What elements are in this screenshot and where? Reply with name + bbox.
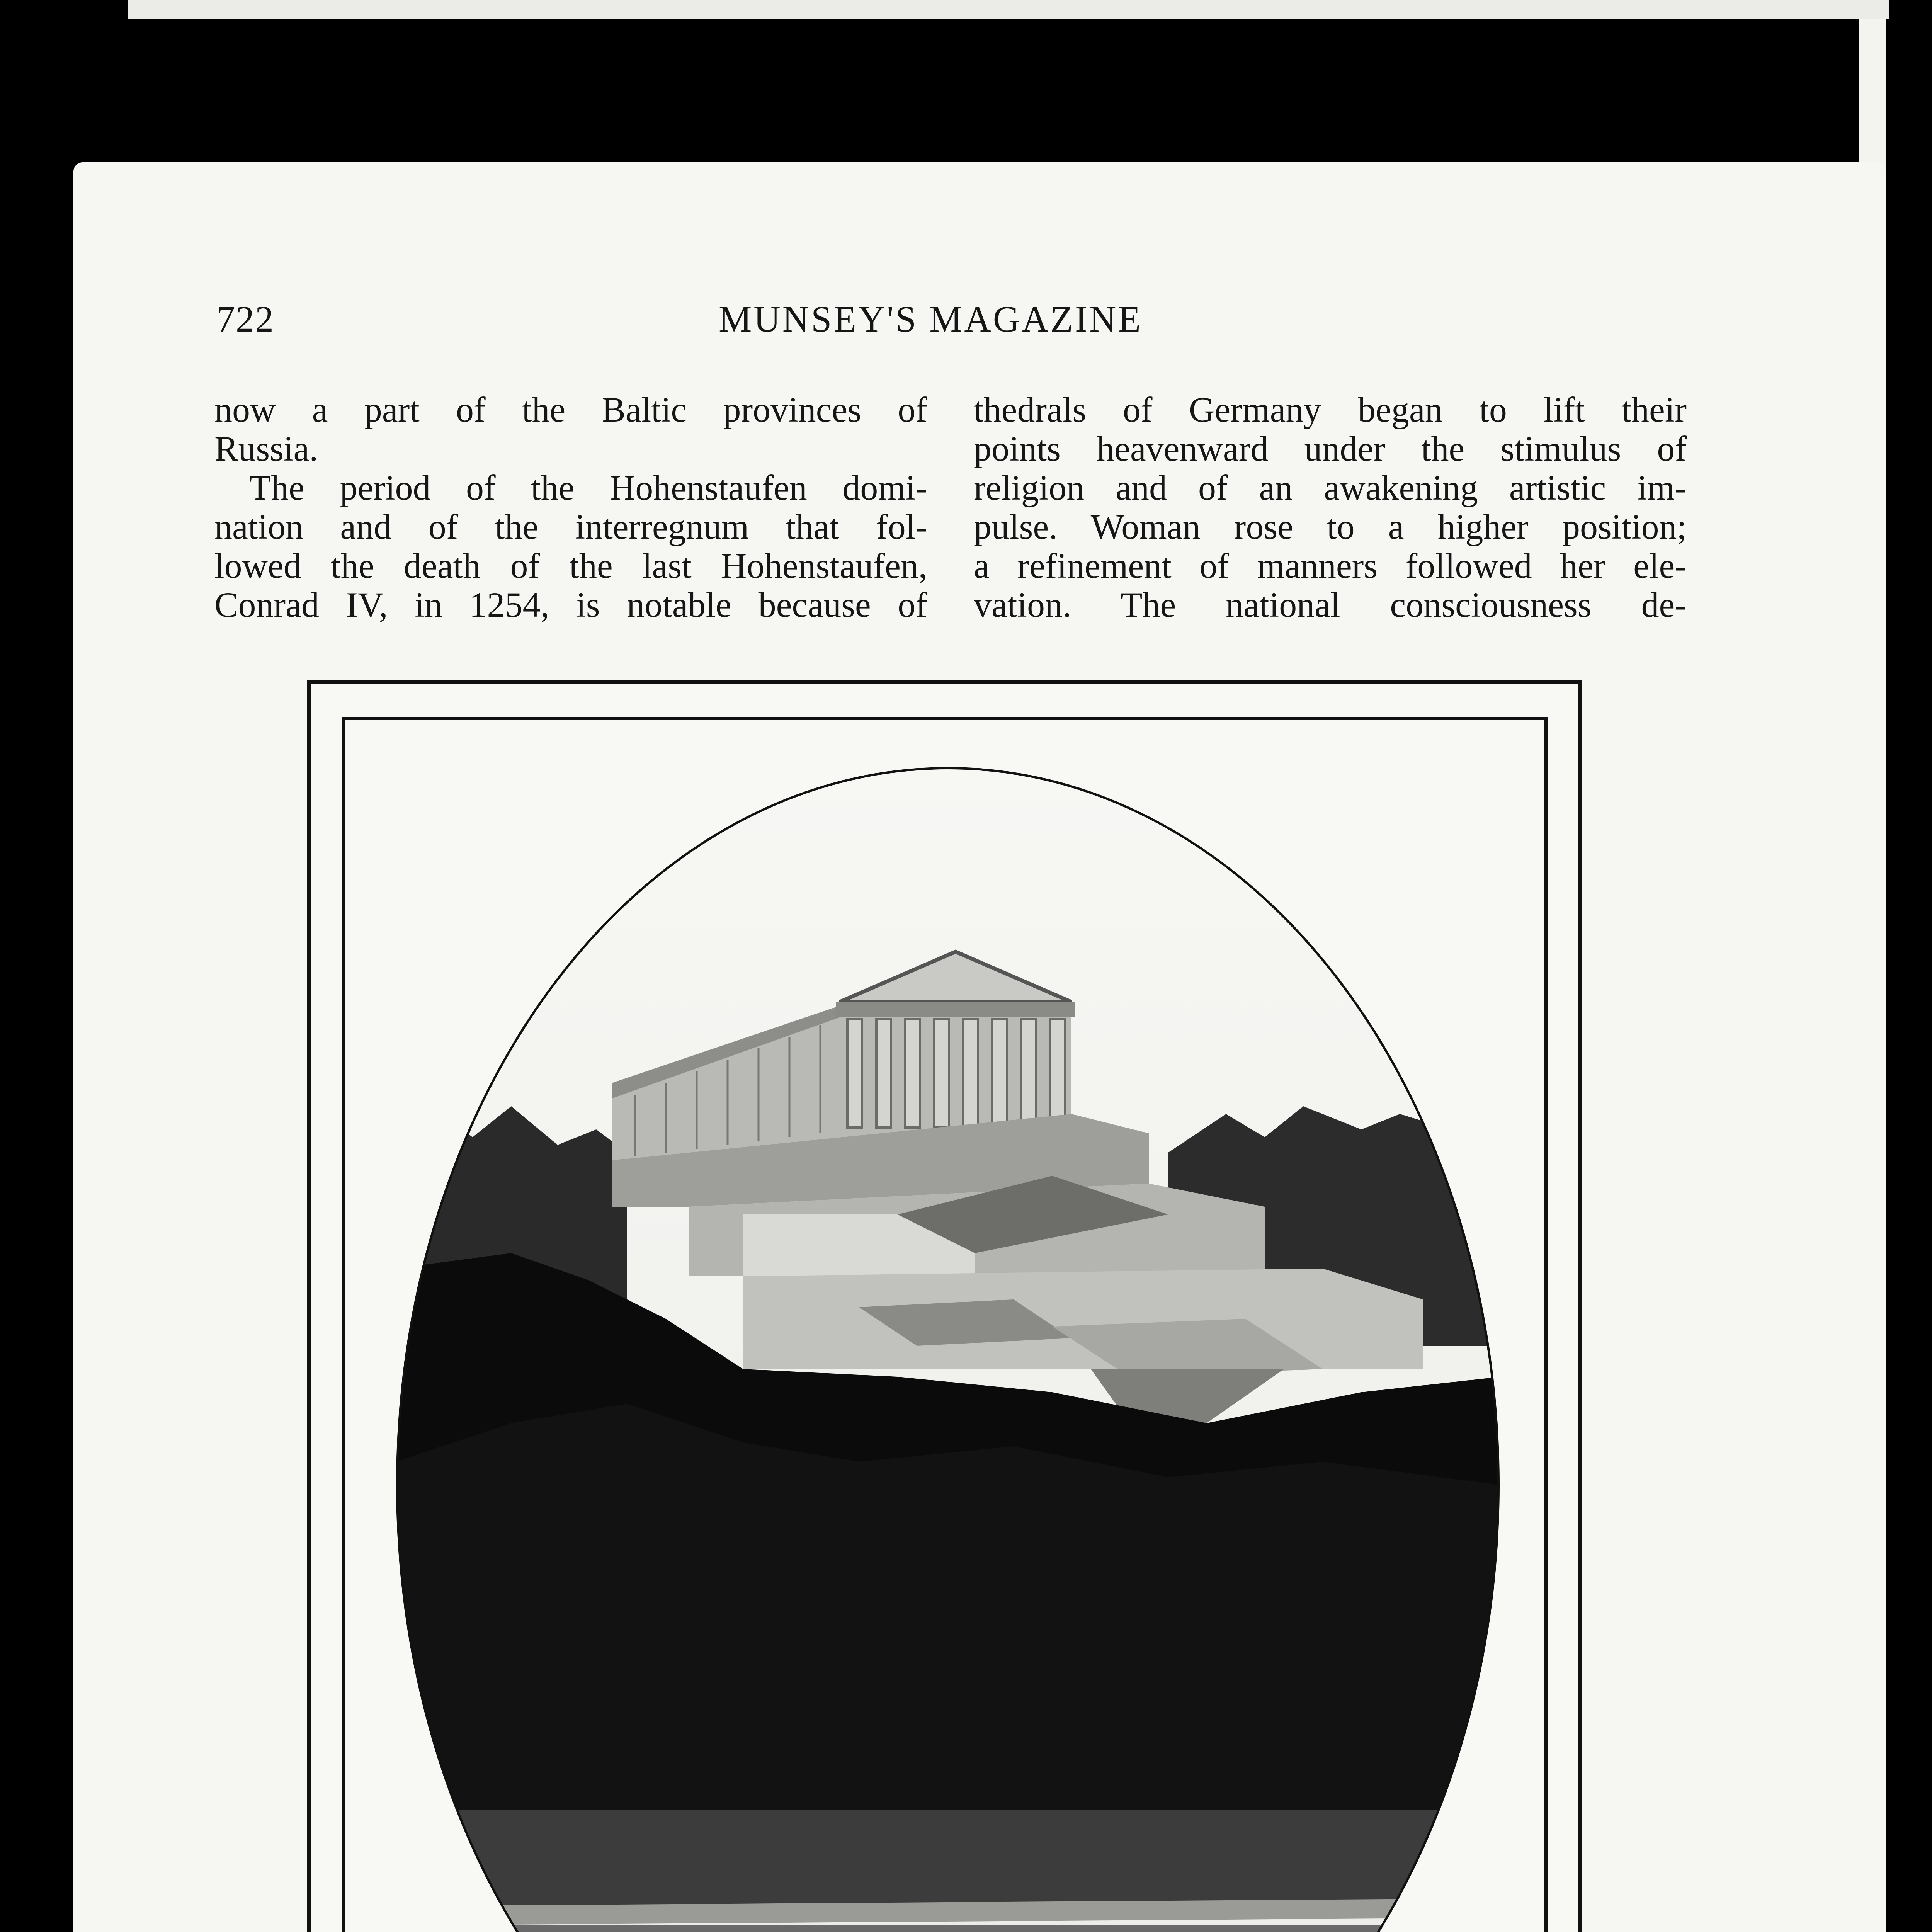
previous-page-edge: [128, 0, 1889, 19]
text-line: Conrad IV, in 1254, is notable because of: [214, 585, 927, 624]
left-scan-border: [0, 0, 66, 1932]
text-line: a refinement of manners followed her ele-: [974, 546, 1687, 585]
right-scan-border: [1886, 0, 1932, 1932]
text-line: The period of the Hohenstaufen domi-: [249, 468, 927, 507]
running-head: [216, 298, 1600, 352]
text-line: pulse. Woman rose to a higher position;: [974, 507, 1687, 546]
column-top-right: [974, 390, 1687, 624]
text-line: Russia.: [214, 429, 318, 468]
photo-frame: [307, 680, 1582, 1932]
text-line: thedrals of Germany began to lift their: [974, 390, 1687, 429]
walhalla-photograph: [395, 766, 1500, 1932]
column-top-left: [214, 390, 927, 624]
page-number: 722: [216, 298, 274, 340]
text-line: nation and of the interregnum that fol-: [214, 507, 927, 546]
text-line: now a part of the Baltic provinces of: [214, 390, 927, 429]
photo-inner-rule: [342, 717, 1548, 1932]
magazine-title: MUNSEY'S MAGAZINE: [719, 298, 1143, 340]
text-line: religion and of an awakening artistic im-: [974, 468, 1687, 507]
text-line: vation. The national consciousness de-: [974, 585, 1687, 624]
text-line: lowed the death of the last Hohenstaufen,: [214, 546, 927, 585]
text-line: points heavenward under the stimulus of: [974, 429, 1687, 468]
walhalla-illustration: [395, 766, 1500, 1932]
